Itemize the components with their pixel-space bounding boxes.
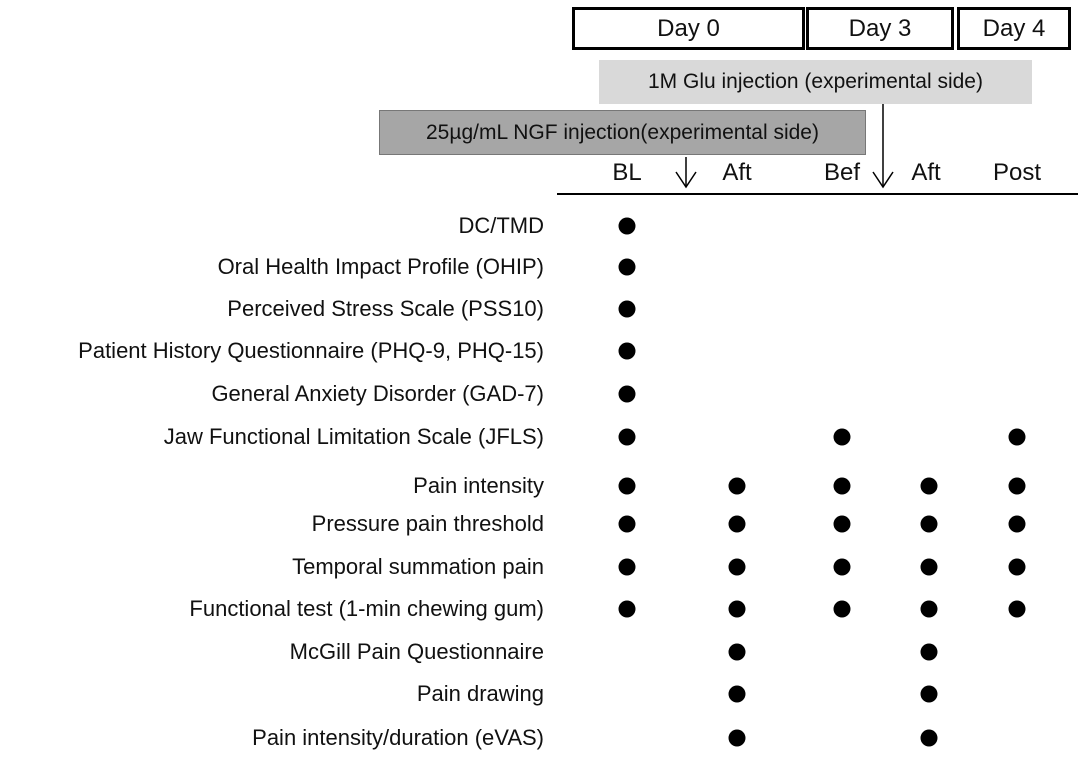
row-label: Jaw Functional Limitation Scale (JFLS) <box>163 424 544 449</box>
assessment-dot <box>729 730 746 747</box>
assessment-dot <box>1009 516 1026 533</box>
assessment-dot <box>619 429 636 446</box>
assessment-dot <box>1009 559 1026 576</box>
dots-group <box>619 218 1026 747</box>
assessment-dot <box>729 644 746 661</box>
row-label: Perceived Stress Scale (PSS10) <box>227 296 544 321</box>
assessment-dot <box>834 429 851 446</box>
assessment-dot <box>619 559 636 576</box>
row-label: McGill Pain Questionnaire <box>289 639 544 664</box>
row-label: Oral Health Impact Profile (OHIP) <box>217 254 544 279</box>
glu-injection-label: 1M Glu injection (experimental side) <box>648 70 983 93</box>
assessment-dot <box>619 259 636 276</box>
assessment-dot <box>921 644 938 661</box>
timepoint-bef: Bef <box>823 159 861 186</box>
day-4-label: Day 4 <box>982 14 1046 42</box>
timepoint-bl: BL <box>612 159 642 186</box>
assessment-dot <box>921 730 938 747</box>
assessment-dot <box>729 559 746 576</box>
timepoint-aft-day0: Aft <box>722 159 752 186</box>
assessment-dot <box>729 601 746 618</box>
assessment-dot <box>619 343 636 360</box>
assessment-dot <box>1009 601 1026 618</box>
assessment-dot <box>619 478 636 495</box>
assessment-dot <box>729 478 746 495</box>
row-label: Temporal summation pain <box>292 554 544 579</box>
row-label: DC/TMD <box>458 213 544 238</box>
assessment-dot <box>921 559 938 576</box>
assessment-dot <box>834 601 851 618</box>
assessment-dot <box>619 386 636 403</box>
assessment-dot <box>1009 429 1026 446</box>
assessment-dot <box>921 478 938 495</box>
row-label: Pain intensity/duration (eVAS) <box>252 725 544 750</box>
assessment-dot <box>921 601 938 618</box>
row-label: Functional test (1-min chewing gum) <box>189 596 544 621</box>
assessment-dot <box>921 516 938 533</box>
assessment-dot <box>921 686 938 703</box>
timepoint-post: Post <box>992 159 1042 186</box>
assessment-dot <box>834 478 851 495</box>
day-0-label: Day 0 <box>657 14 720 42</box>
row-label: Pressure pain threshold <box>311 511 544 536</box>
assessment-dot <box>619 601 636 618</box>
assessment-dot <box>729 686 746 703</box>
ngf-injection-arrow <box>676 157 696 187</box>
assessment-dot <box>619 301 636 318</box>
assessment-dot <box>619 516 636 533</box>
assessment-dot <box>619 218 636 235</box>
glu-injection-arrow <box>873 104 893 187</box>
day-3-label: Day 3 <box>848 14 912 42</box>
ngf-injection-label: 25µg/mL NGF injection(experimental side) <box>426 120 819 144</box>
row-label: General Anxiety Disorder (GAD-7) <box>211 381 544 406</box>
row-label: Patient History Questionnaire (PHQ-9, PHQ-15) <box>78 338 544 363</box>
timepoint-aft-day3: Aft <box>911 159 941 186</box>
assessment-dot <box>834 516 851 533</box>
row-label: Pain intensity <box>413 473 544 498</box>
assessment-dot <box>729 516 746 533</box>
assessment-dot <box>834 559 851 576</box>
assessment-dot <box>1009 478 1026 495</box>
row-label: Pain drawing <box>416 681 544 706</box>
